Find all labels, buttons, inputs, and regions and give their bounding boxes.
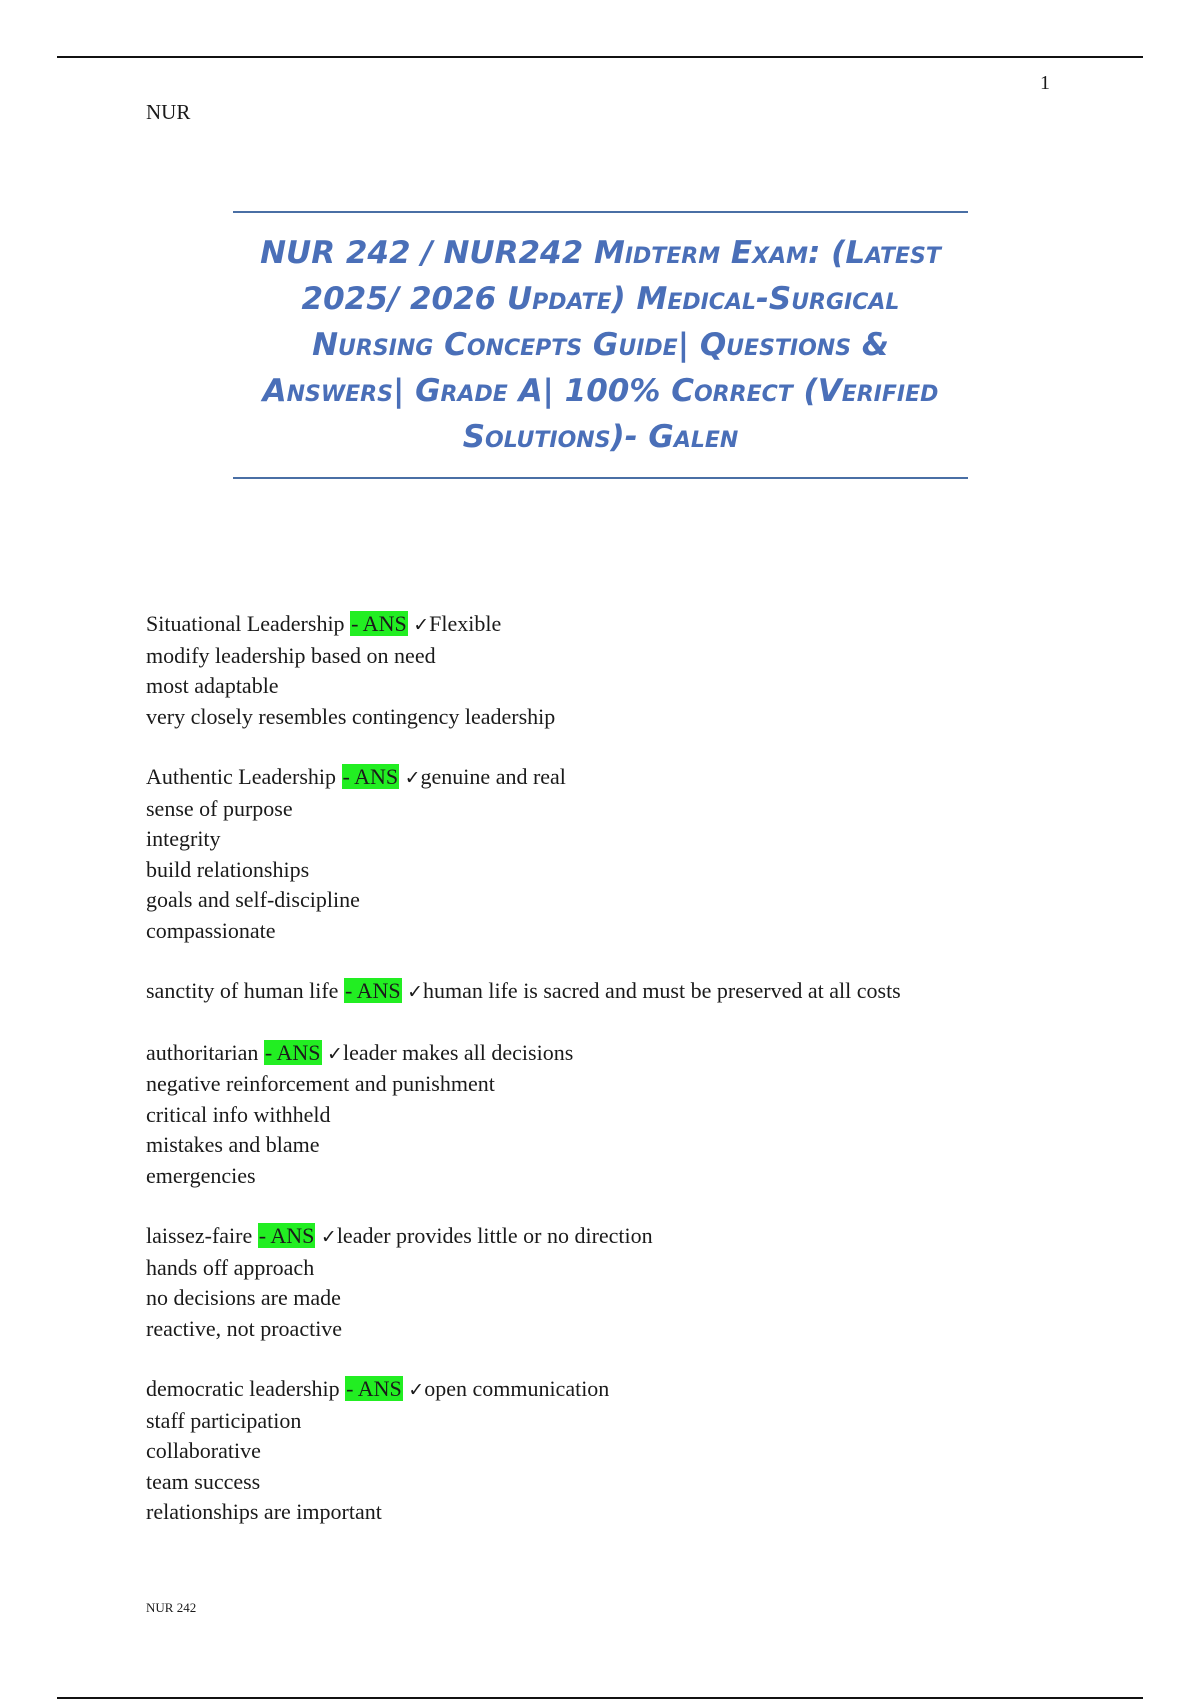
ans-highlight: - ANS — [258, 1223, 315, 1248]
checkmark-icon: ✓ — [407, 981, 423, 1003]
answer-detail: no decisions are made — [146, 1285, 341, 1310]
answer: genuine and real — [420, 764, 566, 789]
term-line — [146, 1038, 1146, 1070]
answer-detail: critical info withheld — [146, 1101, 331, 1127]
term: Authentic Leadership — [146, 764, 336, 789]
answer: open communication — [424, 1376, 610, 1401]
top-rule — [57, 56, 1143, 58]
qa-list — [146, 609, 1146, 1558]
answer: leader provides little or no direction — [336, 1223, 653, 1248]
answer-detail: staff participation — [146, 1407, 302, 1433]
term: Situational Leadership — [146, 611, 345, 636]
answer: human life is sacred and must be preserved at all costs — [423, 978, 901, 1003]
answer-detail: build relationships — [146, 856, 310, 882]
qa-entry — [146, 1374, 1146, 1528]
ans-highlight: - ANS — [346, 1376, 402, 1401]
answer-detail: team success — [146, 1468, 261, 1494]
checkmark-icon: ✓ — [413, 614, 430, 636]
answer-detail: collaborative — [146, 1438, 261, 1463]
ans-highlight: - ANS — [344, 978, 401, 1003]
term-line — [146, 1221, 1146, 1253]
ans-highlight: - ANS — [342, 764, 399, 789]
answer-detail: reactive, not proactive — [146, 1315, 343, 1341]
answer-detail: very closely resembles contingency leadership — [146, 703, 556, 729]
checkmark-icon: ✓ — [408, 1379, 425, 1401]
bottom-rule — [57, 1697, 1143, 1699]
qa-entry — [146, 1221, 1146, 1344]
answer-detail: compassionate — [146, 917, 276, 943]
qa-entry — [146, 609, 1146, 732]
answer-detail: emergencies — [146, 1162, 256, 1188]
answer: leader makes all decisions — [342, 1039, 574, 1065]
answer-detail: most adaptable — [146, 673, 279, 698]
answer-detail: sense of purpose — [146, 795, 293, 821]
term-line — [146, 1374, 1146, 1406]
term: laissez-faire — [146, 1223, 253, 1248]
document-title: NUR 242 / NUR242 Midterm Exam: (Latest 2025/ 2026 Update) Medical-Surgical Nursing Concepts Guide| Questions & Answers| Grade A| 100% Correct (Verified Solutions)- Galen — [260, 235, 941, 455]
term: democratic leadership — [146, 1376, 340, 1401]
answer-detail: modify leadership based on need — [146, 642, 436, 668]
page-footer: NUR 242 — [146, 1600, 197, 1615]
term-line — [146, 609, 1146, 641]
answer-detail: integrity — [146, 826, 221, 851]
term: sanctity of human life — [146, 978, 339, 1003]
term-line — [146, 762, 1146, 794]
term-line — [146, 976, 1146, 1008]
qa-entry — [146, 762, 1146, 946]
title-box — [233, 211, 968, 479]
checkmark-icon: ✓ — [320, 1226, 337, 1248]
page-header: NUR — [146, 100, 191, 124]
checkmark-icon: ✓ — [327, 1042, 343, 1065]
answer-detail: hands off approach — [146, 1254, 315, 1280]
qa-entry — [146, 976, 1146, 1008]
answer: Flexible — [429, 611, 502, 636]
answer-detail: goals and self-discipline — [146, 887, 360, 912]
page-number: 1 — [1040, 72, 1050, 94]
ans-highlight: - ANS — [351, 611, 407, 636]
qa-entry — [146, 1038, 1146, 1192]
ans-highlight: - ANS — [264, 1039, 321, 1065]
answer-detail: relationships are important — [146, 1499, 382, 1524]
answer-detail: negative reinforcement and punishment — [146, 1071, 495, 1096]
term: authoritarian — [146, 1039, 259, 1065]
answer-detail: mistakes and blame — [146, 1132, 320, 1157]
checkmark-icon: ✓ — [404, 767, 421, 789]
